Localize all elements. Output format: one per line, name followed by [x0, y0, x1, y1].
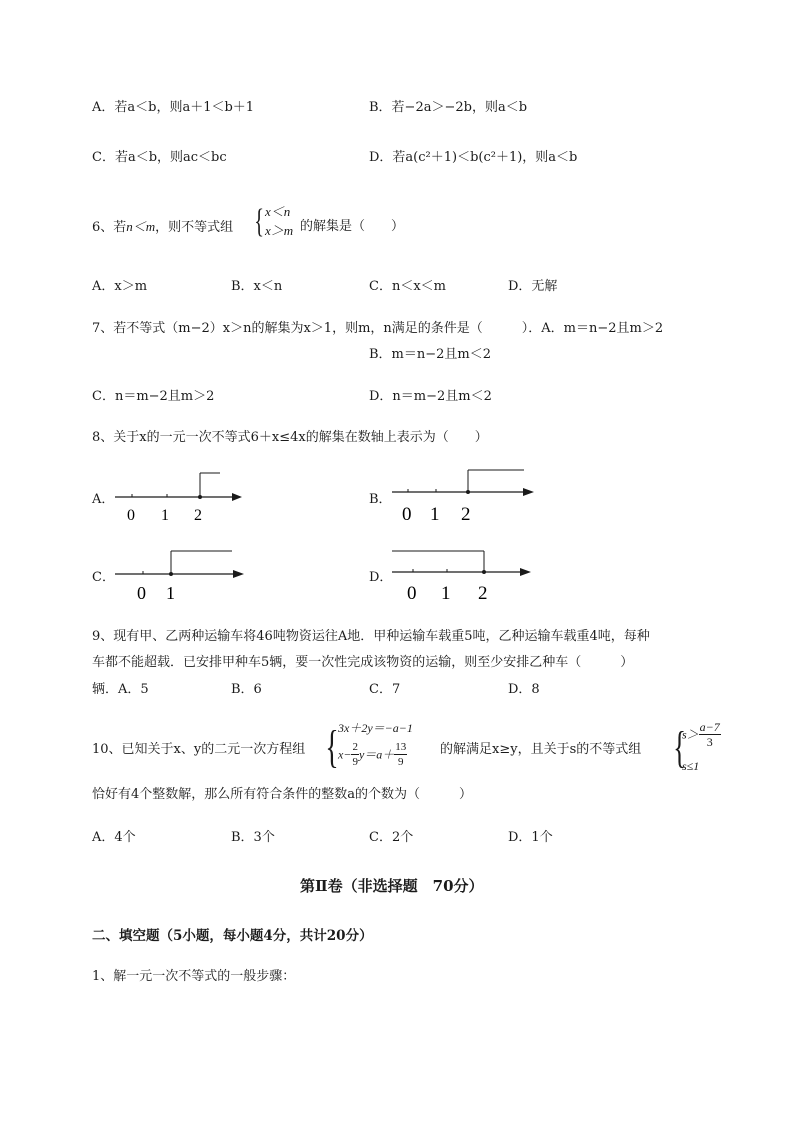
q10-eq2-frac2-num: 13 — [395, 741, 407, 753]
q5-option-b: B．若−2a＞−2b，则a＜b — [369, 100, 528, 115]
q6-option-d: D．无解 — [508, 279, 558, 294]
solid-point — [169, 572, 173, 576]
solid-point — [482, 570, 486, 574]
q9-option-d: D．8 — [508, 682, 540, 697]
q8-option-d-label: D． — [369, 570, 393, 585]
tick-label-1: 1 — [166, 583, 175, 603]
axis-arrow — [233, 570, 244, 578]
axis-arrow — [523, 488, 534, 496]
q10-eq2-frac1-num: 2 — [352, 741, 358, 753]
q7-option-c: C．n＝m−2且m＞2 — [92, 389, 215, 404]
q10-ineq1-den: 3 — [706, 735, 713, 749]
q10-eq2-frac2-den: 9 — [398, 756, 404, 768]
q9-line-1: 9、现有甲、乙两种运输车将46吨物资运往A地．甲种运输车载重5吨，乙种运输车载重4吨，每种 — [92, 629, 650, 644]
q10-eq2-frac1-den: 9 — [352, 756, 358, 768]
q10-inequality-system — [674, 720, 744, 778]
q10-ineq1-part: s＞ — [682, 727, 699, 742]
q10-stem-pre: 10、已知关于x、y的二元一次方程组 — [92, 742, 306, 757]
q9-line-3: 辆．A．5 — [92, 682, 149, 697]
q5-option-a: A．若a＜b，则a＋1＜b＋1 — [92, 100, 255, 115]
q10-eq2-part-b: y＝a＋ — [358, 747, 395, 762]
q6-brace: { — [254, 203, 265, 240]
tick-label-0: 0 — [407, 583, 417, 604]
q9-option-b: B．6 — [231, 682, 262, 697]
q6-stem-post: 的解集是（ ） — [300, 219, 405, 234]
solid-point — [466, 490, 470, 494]
q6-option-b: B．x＜n — [231, 279, 283, 294]
q10-ineq-brace: { — [673, 723, 686, 772]
q6-option-c: C．n＜x＜m — [369, 279, 446, 294]
part-2-title: 第Ⅱ卷（非选择题 70分） — [300, 877, 484, 895]
q7-option-d: D．n＝m−2且m＜2 — [369, 389, 492, 404]
q5-option-c: C．若a＜b，则ac＜bc — [92, 150, 227, 165]
q6-stem-mid: ，则不等式组 — [155, 220, 234, 235]
q6-system-row1: x＜n — [265, 204, 291, 219]
q7-stem: 7、若不等式（m−2）x＞n的解集为x＞1，则m，n满足的条件是（ ）．A．m＝n−2且m＞2 — [92, 321, 664, 336]
fill-in-q1: 1、解一元一次不等式的一般步骤： — [92, 969, 296, 984]
tick-label-2: 2 — [194, 507, 202, 524]
q9-line-2: 车都不能超载．已安排甲种车5辆，要一次性完成该物资的运输，则至少安排乙种车（ ） — [92, 655, 634, 670]
q10-ineq1-frac — [699, 720, 721, 749]
q10-option-b: B．3个 — [231, 830, 275, 845]
q10-option-a: A．4个 — [92, 830, 136, 845]
axis-arrow — [232, 493, 242, 501]
tick-label-1: 1 — [430, 504, 440, 524]
q10-stem-line2: 恰好有4个整数解，那么所有符合条件的整数a的个数为（ ） — [92, 787, 473, 802]
q8-option-c-label: C． — [92, 570, 115, 585]
q10-option-d: D．1个 — [508, 830, 553, 845]
axis-arrow — [520, 568, 531, 576]
q8-number-line-b — [388, 462, 538, 524]
tick-label-0: 0 — [127, 507, 135, 524]
q10-eq1: 3x＋2y＝−a−1 — [338, 721, 413, 735]
q10-equation-system — [326, 718, 438, 780]
q10-ineq1 — [682, 720, 721, 749]
q10-stem-mid: 的解满足x≥y，且关于s的不等式组 — [440, 742, 642, 757]
q8-number-line-c — [110, 545, 250, 605]
q10-ineq1-num: a−7 — [699, 720, 720, 734]
tick-label-2: 2 — [478, 583, 488, 604]
tick-label-0: 0 — [402, 504, 412, 524]
q10-option-c: C．2个 — [369, 830, 414, 845]
fill-in-section-heading: 二、填空题（5小题，每小题4分，共计20分） — [92, 928, 373, 944]
q8-number-line-d — [388, 543, 538, 605]
tick-label-1: 1 — [441, 583, 451, 604]
q8-option-b-label: B． — [369, 492, 392, 507]
q5-option-d: D．若a(c²＋1)＜b(c²＋1)，则a＜b — [369, 150, 578, 165]
q6-option-a: A．x＞m — [92, 279, 148, 294]
q8-stem: 8、关于x的一元一次不等式6＋x≤4x的解集在数轴上表示为（ ） — [92, 430, 488, 445]
q9-option-c: C．7 — [369, 682, 401, 697]
q6-stem — [92, 218, 233, 237]
solid-point — [198, 495, 202, 499]
q6-condition: n＜m — [126, 219, 156, 234]
tick-label-1: 1 — [161, 507, 169, 524]
q10-eq2-frac2 — [394, 740, 407, 769]
q8-number-line-a — [110, 466, 250, 526]
tick-label-0: 0 — [137, 583, 146, 603]
tick-label-2: 2 — [461, 504, 471, 524]
q10-ineq2: s≤1 — [682, 759, 700, 773]
q10-eq2 — [338, 740, 407, 769]
q7-option-b: B．m＝n−2且m＜2 — [369, 347, 492, 362]
q10-eq2-part-a: x− — [338, 747, 352, 762]
q6-system-row2: x＞m — [265, 223, 294, 238]
q10-eq2-frac1 — [351, 740, 359, 769]
q8-option-a-label: A． — [92, 492, 115, 507]
q10-eq-brace: { — [325, 721, 339, 772]
q6-stem-pre: 6、若 — [92, 220, 127, 235]
